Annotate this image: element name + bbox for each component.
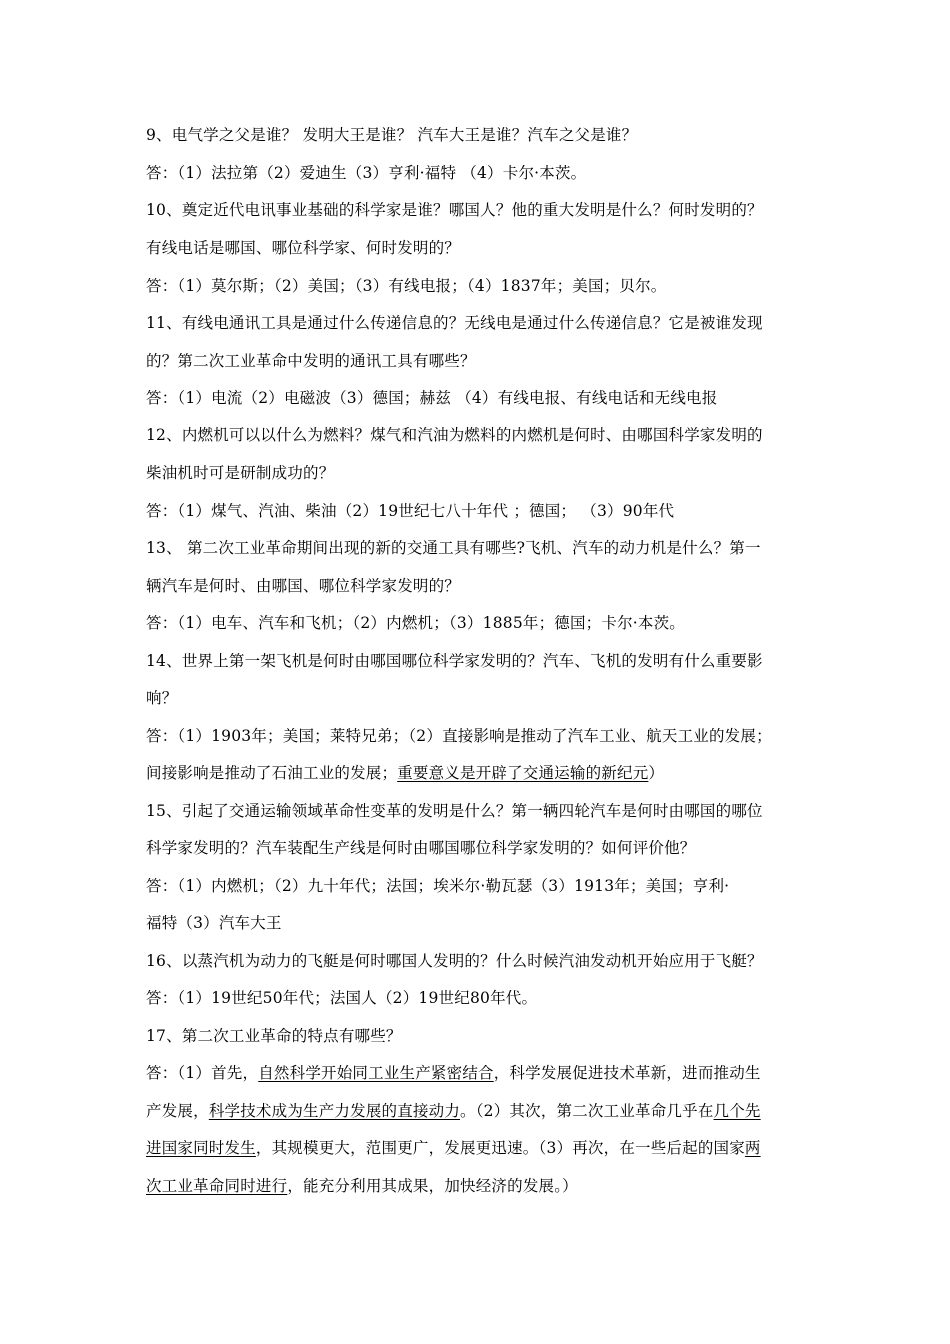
question-12-line-2: 柴油机时可是研制成功的？ — [146, 464, 335, 482]
answer-14-closing: ） — [648, 764, 665, 782]
question-9: 9、电气学之父是谁？ 发明大王是谁？ 汽车大王是谁？汽车之父是谁？ — [146, 126, 638, 144]
question-11-line-1: 11、有线电通讯工具是通过什么传递信息的？无线电是通过什么传递信息？它是被谁发现 — [146, 314, 763, 332]
answer-17-line-2 — [146, 1100, 826, 1122]
question-12-line-1: 12、内燃机可以以什么为燃料？煤气和汽油为燃料的内燃机是何时、由哪国科学家发明的 — [146, 426, 763, 444]
answer-17-text-4: ，其规模更大，范围更广，发展更迅速。（3）再次，在一些后起的国家 — [255, 1139, 745, 1157]
answer-17-underlined-1: 自然科学开始同工业生产紧密结合 — [258, 1064, 494, 1082]
answer-17-prefix: 答：（1）首先， — [146, 1064, 259, 1082]
answer-14-underlined: 重要意义是开辟了交通运输的新纪元 — [397, 764, 649, 782]
question-10-line-1: 10、奠定近代电讯事业基础的科学家是谁？哪国人？他的重大发明是什么？何时发明的？ — [146, 201, 763, 219]
answer-14-line-2 — [146, 762, 826, 784]
answer-17-underlined-3: 几个先 — [713, 1102, 761, 1120]
answer-17-text-1: ，科学发展促进技术革新，进而推动生 — [493, 1064, 761, 1082]
answer-17-text-5: ，能充分利用其成果，加快经济的发展。） — [287, 1177, 578, 1195]
answer-15-line-2: 福特（3）汽车大王 — [146, 914, 282, 932]
answer-14-line-1: 答：（1）1903年；美国；莱特兄弟；（2）直接影响是推动了汽车工业、航天工业的发展； — [146, 727, 772, 745]
question-13-line-2: 辆汽车是何时、由哪国、哪位科学家发明的？ — [146, 577, 461, 595]
answer-15-line-1: 答：（1）内燃机；（2）九十年代；法国；埃米尔·勒瓦瑟（3）1913年；美国；亨利· — [146, 877, 730, 895]
answer-17-line-4 — [146, 1175, 826, 1197]
question-16: 16、以蒸汽机为动力的飞艇是何时哪国人发明的？什么时候汽油发动机开始应用于飞艇？ — [146, 952, 763, 970]
answer-14-text: 间接影响是推动了石油工业的发展； — [146, 764, 398, 782]
answer-17-underlined-6: 次工业革命同时进行 — [146, 1177, 288, 1195]
question-10-line-2: 有线电话是哪国、哪位科学家、何时发明的？ — [146, 239, 461, 257]
question-13-line-1: 13、 第二次工业革命期间出现的新的交通工具有哪些?飞机、汽车的动力机是什么？第一 — [146, 539, 761, 557]
question-17: 17、第二次工业革命的特点有哪些？ — [146, 1027, 402, 1045]
question-15-line-2: 科学家发明的？汽车装配生产线是何时由哪国哪位科学家发明的？如何评价他？ — [146, 839, 696, 857]
answer-12: 答：（1）煤气、汽油、柴油（2）19世纪七八十年代 ；德国； （3）90年代 — [146, 502, 675, 520]
question-14-line-2: 响？ — [146, 689, 178, 707]
question-15-line-1: 15、引起了交通运输领域革命性变革的发明是什么？第一辆四轮汽车是何时由哪国的哪位 — [146, 802, 763, 820]
question-14-line-1: 14、世界上第一架飞机是何时由哪国哪位科学家发明的？汽车、飞机的发明有什么重要影 — [146, 652, 763, 670]
question-11-line-2: 的？第二次工业革命中发明的通讯工具有哪些？ — [146, 352, 476, 370]
answer-17-text-2: 产发展， — [146, 1102, 209, 1120]
answer-16: 答：（1）19世纪50年代；法国人（2）19世纪80年代。 — [146, 989, 538, 1007]
answer-17-line-3 — [146, 1137, 826, 1159]
answer-17-underlined-5: 两 — [744, 1139, 761, 1157]
answer-11: 答：（1）电流（2）电磁波（3）德国；赫兹 （4）有线电报、有线电话和无线电报 — [146, 389, 718, 407]
answer-17-underlined-2: 科学技术成为生产力发展的直接动力 — [208, 1102, 461, 1120]
answer-9: 答：（1）法拉第（2）爱迪生（3）亨利·福特 （4）卡尔·本茨。 — [146, 164, 587, 182]
answer-13: 答：（1）电车、汽车和飞机；（2）内燃机；（3）1885年；德国；卡尔·本茨。 — [146, 614, 686, 632]
answer-17-underlined-4: 进国家同时发生 — [146, 1139, 256, 1157]
answer-17-line-1 — [146, 1062, 826, 1084]
answer-17-text-3: 。（2）其次，第二次工业革命几乎在 — [460, 1102, 714, 1120]
answer-10: 答：（1）莫尔斯；（2）美国；（3）有线电报；（4）1837年；美国；贝尔。 — [146, 277, 667, 295]
